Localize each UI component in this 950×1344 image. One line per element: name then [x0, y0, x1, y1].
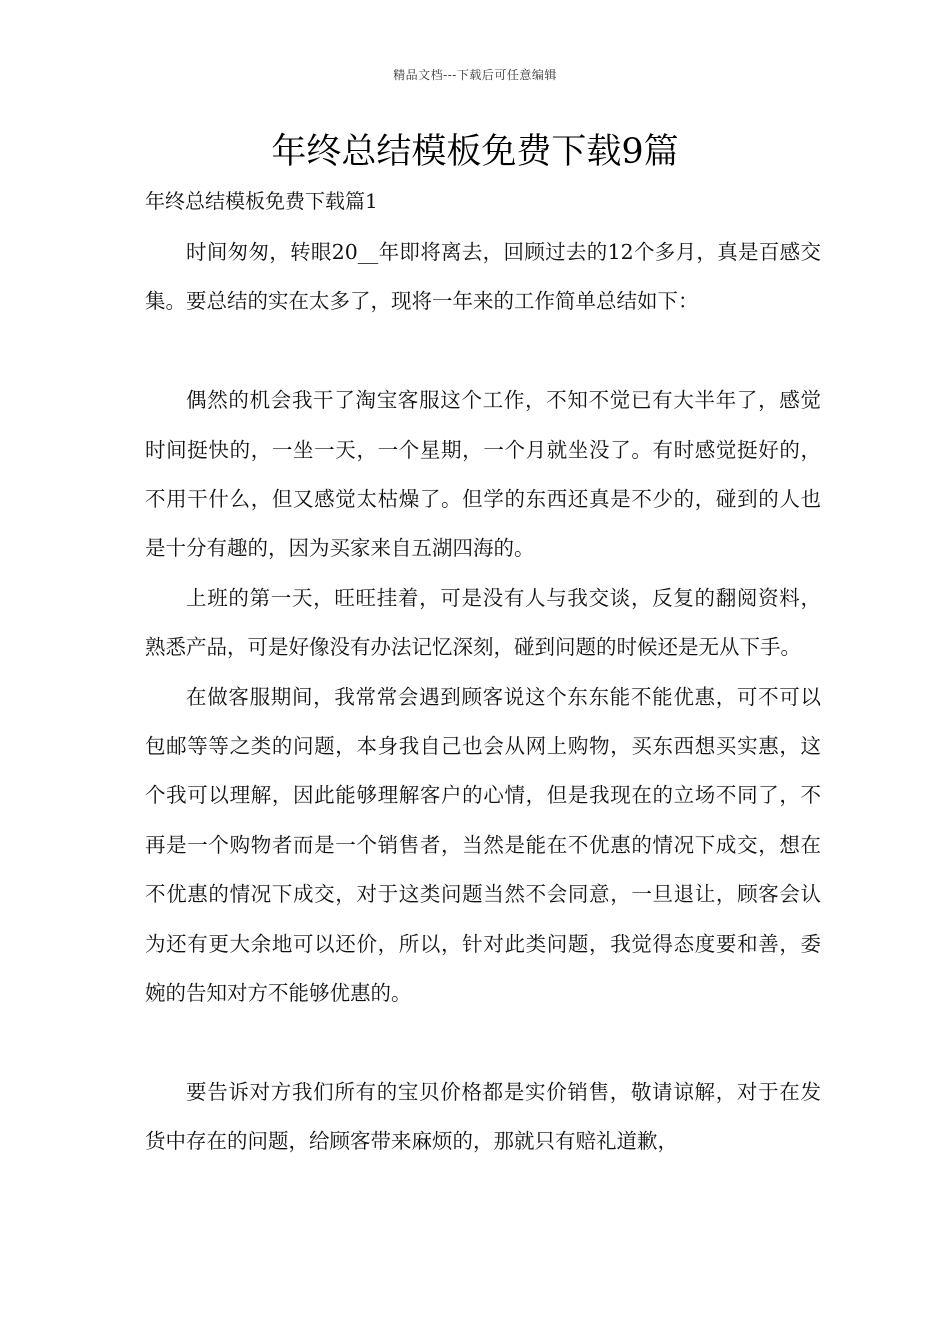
body-text [145, 228, 821, 1167]
paragraph-1: 时间匆匆，转眼20__年即将离去，回顾过去的12个多月，真是百感交集。要总结的实在太多了，现将一年来的工作简单总结如下： [145, 240, 821, 314]
document-title: 年终总结模板免费下载9篇 [271, 132, 679, 172]
section-heading: 年终总结模板免费下载篇1 [145, 189, 378, 213]
header-note: 精品文档---下载后可任意编辑 [393, 68, 557, 82]
paragraph-4: 在做客服期间，我常常会遇到顾客说这个东东能不能优惠，可不可以包邮等等之类的问题，本身我自己也会从网上购物，买东西想买实惠，这个我可以理解，因此能够理解客户的心情，但是我现在的立场不同了，不再是一个购物者而是一个销售者，当然是能在不优惠的情况下成交，想在不优惠的情况下成交，对于这类问题当然不会同意，一旦退让，顾客会认为还有更大余地可以还价，所以，针对此类问题，我觉得态度要和善，委婉的告知对方不能够优惠的。 [145, 684, 821, 1006]
paragraph-2: 偶然的机会我干了淘宝客服这个工作，不知不觉已有大半年了，感觉时间挺快的，一坐一天，一个星期，一个月就坐没了。有时感觉挺好的，不用干什么，但又感觉太枯燥了。但学的东西还真是不少的，碰到的人也是十分有趣的，因为买家来自五湖四海的。 [145, 388, 821, 561]
paragraph-3: 上班的第一天，旺旺挂着，可是没有人与我交谈，反复的翻阅资料，熟悉产品，可是好像没有办法记忆深刻，碰到问题的时候还是无从下手。 [145, 585, 821, 660]
paragraph-5: 要告诉对方我们所有的宝贝价格都是实价销售，敬请谅解，对于在发货中存在的问题，给顾客带来麻烦的，那就只有赔礼道歉， [145, 1079, 821, 1154]
